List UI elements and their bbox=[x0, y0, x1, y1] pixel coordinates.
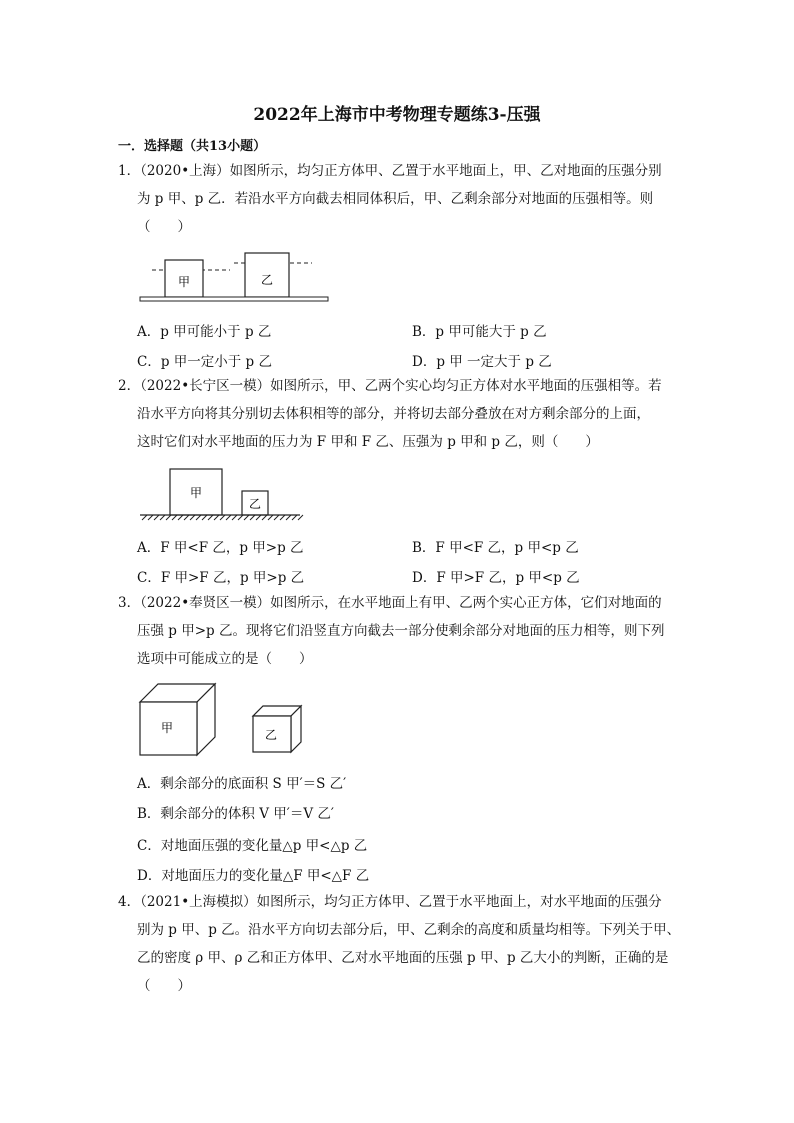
question-1-figure bbox=[140, 250, 340, 310]
hatch-stroke bbox=[244, 515, 249, 520]
hatch-stroke bbox=[238, 515, 243, 520]
q3-option-d: D．对地面压力的变化量△F 甲<△F 乙 bbox=[137, 868, 370, 884]
cube-yi-label: 乙 bbox=[260, 273, 274, 287]
hatch-stroke bbox=[184, 515, 189, 520]
hatch-stroke bbox=[196, 515, 201, 520]
cube-jia-label: 甲 bbox=[177, 275, 191, 289]
question-3-figure bbox=[140, 682, 310, 757]
hatch-stroke bbox=[172, 515, 177, 520]
hatch-stroke bbox=[274, 515, 279, 520]
question-4-line-2: 别为 p 甲、p 乙。沿水平方向切去部分后，甲、乙剩余的高度和质量均相等。下列关于甲、 bbox=[137, 922, 681, 938]
question-4-line-3: 乙的密度 ρ 甲、ρ 乙和正方体甲、乙对水平地面的压强 p 甲、p 乙大小的判断，正确的是 bbox=[137, 950, 669, 966]
question-2-line-1: 2．（2022•长宁区一模）如图所示，甲、乙两个实心均匀正方体对水平地面的压强相等。若 bbox=[118, 378, 662, 394]
page-title: 2022年上海市中考物理专题练3-压强 bbox=[253, 105, 541, 125]
hatch-stroke bbox=[142, 515, 147, 520]
question-2-line-2: 沿水平方向将其分别切去体积相等的部分，并将切去部分叠放在对方剩余部分的上面， bbox=[137, 406, 650, 422]
hatch-stroke bbox=[166, 515, 171, 520]
question-1-line-3: （ ） bbox=[137, 219, 191, 235]
hatch-stroke bbox=[226, 515, 231, 520]
hatch-stroke bbox=[232, 515, 237, 520]
q3-option-c: C．对地面压强的变化量△p 甲<△p 乙 bbox=[137, 838, 368, 854]
cube-jia-label: 甲 bbox=[160, 721, 174, 735]
hatch-stroke bbox=[190, 515, 195, 520]
question-1-line-1: 1．（2020•上海）如图所示，均匀正方体甲、乙置于水平地面上，甲、乙对地面的压强分别 bbox=[118, 163, 662, 179]
hatch-stroke bbox=[256, 515, 261, 520]
hatch-stroke bbox=[202, 515, 207, 520]
q1-option-b: B．p 甲可能大于 p 乙 bbox=[412, 324, 547, 340]
question-2-figure bbox=[140, 465, 310, 525]
hatch-stroke bbox=[268, 515, 273, 520]
hatch-stroke bbox=[280, 515, 285, 520]
ground-hatch bbox=[142, 515, 303, 520]
q2-option-d: D．F 甲>F 乙，p 甲<p 乙 bbox=[412, 570, 580, 586]
cube-jia-label: 甲 bbox=[189, 486, 203, 500]
hatch-stroke bbox=[292, 515, 297, 520]
q2-option-c: C．F 甲>F 乙，p 甲>p 乙 bbox=[137, 570, 305, 586]
question-2-line-3: 这时它们对水平地面的压力为 F 甲和 F 乙、压强为 p 甲和 p 乙，则（ ） bbox=[137, 434, 599, 450]
hatch-stroke bbox=[220, 515, 225, 520]
hatch-stroke bbox=[250, 515, 255, 520]
q1-option-c: C．p 甲一定小于 p 乙 bbox=[137, 354, 272, 370]
cube-yi-label: 乙 bbox=[264, 728, 278, 742]
question-3-line-1: 3．（2022•奉贤区一模）如图所示，在水平地面上有甲、乙两个实心正方体，它们对地面的 bbox=[118, 595, 662, 611]
hatch-stroke bbox=[286, 515, 291, 520]
hatch-stroke bbox=[214, 515, 219, 520]
hatch-stroke bbox=[160, 515, 165, 520]
hatch-stroke bbox=[208, 515, 213, 520]
question-4-line-4: （ ） bbox=[137, 978, 191, 994]
question-3-line-3: 选项中可能成立的是（ ） bbox=[137, 651, 313, 667]
ground bbox=[140, 297, 328, 301]
hatch-stroke bbox=[154, 515, 159, 520]
q3-option-b: B．剩余部分的体积 V 甲′＝V 乙′ bbox=[137, 806, 334, 822]
section-heading: 一．选择题（共13小题） bbox=[118, 139, 267, 154]
q2-option-a: A．F 甲<F 乙，p 甲>p 乙 bbox=[137, 540, 304, 556]
question-3-line-2: 压强 p 甲>p 乙。现将它们沿竖直方向截去一部分使剩余部分对地面的压力相等，则下列 bbox=[137, 623, 665, 639]
q1-option-a: A．p 甲可能小于 p 乙 bbox=[137, 324, 272, 340]
question-4-line-1: 4．（2021•上海模拟）如图所示，均匀正方体甲、乙置于水平地面上，对水平地面的压强分 bbox=[118, 894, 662, 910]
q3-option-a: A．剩余部分的底面积 S 甲′＝S 乙′ bbox=[137, 776, 347, 792]
q2-option-b: B．F 甲<F 乙，p 甲<p 乙 bbox=[412, 540, 579, 556]
hatch-stroke bbox=[178, 515, 183, 520]
cube-yi-label: 乙 bbox=[248, 497, 262, 511]
hatch-stroke bbox=[298, 515, 303, 520]
hatch-stroke bbox=[262, 515, 267, 520]
q1-option-d: D．p 甲 一定大于 p 乙 bbox=[412, 354, 552, 370]
hatch-stroke bbox=[148, 515, 153, 520]
question-1-line-2: 为 p 甲、p 乙．若沿水平方向截去相同体积后，甲、乙剩余部分对地面的压强相等。则 bbox=[137, 191, 654, 207]
